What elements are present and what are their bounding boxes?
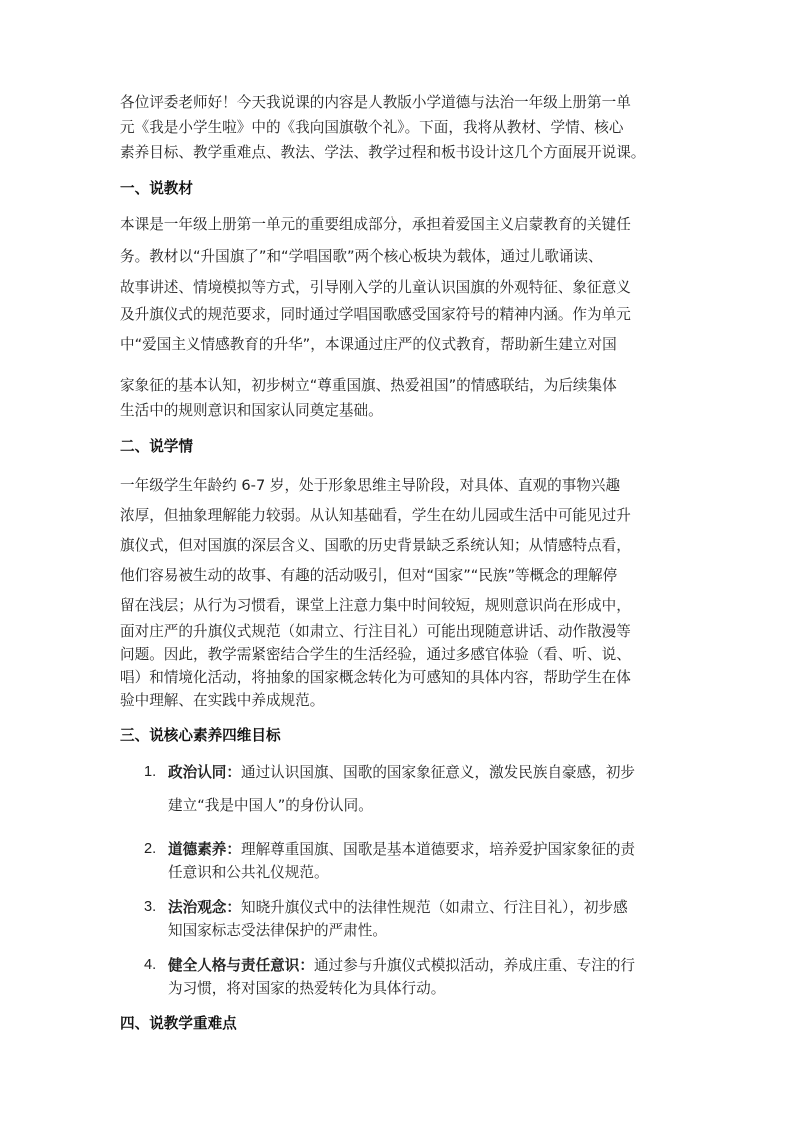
section-1-line: 家象征的基本认知，初步树立“尊重国旗、热爱祖国”的情感联结，为后续集体 — [120, 377, 617, 394]
section-1-line: 故事讲述、情境模拟等方式，引导刚入学的儿童认识国旗的外观特征、象征意义 — [120, 279, 631, 296]
goal-item — [120, 896, 673, 942]
section-2-heading: 二、说学情 — [120, 438, 193, 455]
section-2-line: 留在浅层；从行为习惯看，课堂上注意力集中时间较短，规则意识尚在形成中， — [120, 597, 631, 614]
intro-line: 各位评委老师好！今天我说课的内容是人教版小学道德与法治一年级上册第一单 — [120, 94, 631, 111]
section-1-line: 本课是一年级上册第一单元的重要组成部分，承担着爱国主义启蒙教育的关键任 — [120, 216, 631, 233]
goal-text: 理解尊重国旗、国歌是基本道德要求，培养爱护国家象征的责 — [240, 841, 636, 858]
goals-list — [120, 756, 673, 1000]
goal-text: 建立“我是中国人”的身份认同。 — [168, 797, 373, 814]
section-2-line: 浓厚，但抽象理解能力较弱。从认知基础看，学生在幼儿园或生活中可能见过升 — [120, 507, 631, 524]
section-1-heading: 一、说教材 — [120, 180, 193, 197]
intro-paragraph — [120, 90, 673, 165]
section-1-line: 务。教材以“升国旗了”和“学唱国歌”两个核心板块为载体，通过儿歌诵读、 — [120, 248, 603, 265]
section-1-line: 及升旗仪式的规范要求，同时通过学唱国歌感受国家符号的精神内涵。作为单元 — [120, 306, 631, 323]
goal-number: 4. — [144, 957, 157, 973]
goal-text: 任意识和公共礼仪规范。 — [168, 864, 329, 881]
goal-item — [120, 838, 673, 884]
intro-line: 素养目标、教学重难点、教法、学法、教学过程和板书设计这几个方面展开说课。 — [120, 144, 646, 161]
document-page — [120, 90, 673, 1044]
goal-text: 知国家标志受法律保护的严肃性。 — [168, 922, 387, 939]
section-2-line: 他们容易被生动的故事、有趣的活动吸引，但对“国家”“民族”等概念的理解停 — [120, 567, 618, 584]
intro-line: 元《我是小学生啦》中的《我向国旗敬个礼》。下面，我将从教材、学情、核心 — [120, 119, 624, 136]
section-1-line: 中“爱国主义情感教育的升华”，本课通过庄严的仪式教育，帮助新生建立对国 — [120, 336, 617, 353]
section-2-line: 一年级学生年龄约 6-7 岁，处于形象思维主导阶段，对具体、直观的事物兴趣 — [120, 477, 621, 494]
section-2-line: 问题。因此，教学需紧密结合学生的生活经验，通过多感官体验（看、听、说、 — [120, 646, 631, 663]
section-4-heading: 四、说教学重难点 — [120, 1015, 237, 1032]
goal-text: 通过参与升旗仪式模拟活动，养成庄重、专注的行 — [313, 957, 636, 974]
goal-number: 1. — [144, 764, 157, 780]
section-2-line: 旗仪式，但对国旗的深层含义、国歌的历史背景缺乏系统认知；从情感特点看， — [120, 537, 631, 554]
goal-item — [120, 756, 673, 822]
section-3-heading: 三、说核心素养四维目标 — [120, 727, 281, 744]
section-2-line: 验中理解、在实践中养成规范。 — [120, 692, 325, 709]
goal-text: 通过认识国旗、国歌的国家象征意义，激发民族自豪感，初步 — [240, 764, 636, 781]
section-1-paragraph — [120, 209, 673, 423]
section-2-line: 唱）和情境化活动，将抽象的国家概念转化为可感知的具体内容，帮助学生在体 — [120, 669, 631, 686]
goal-item — [120, 954, 673, 1000]
goal-term: 政治认同： — [168, 764, 241, 781]
goal-number: 3. — [144, 899, 157, 915]
section-1-line: 生活中的规则意识和国家认同奠定基础。 — [120, 402, 383, 419]
section-2-line: 面对庄严的升旗仪式规范（如肃立、行注目礼）可能出现随意讲话、动作散漫等 — [120, 623, 631, 640]
goal-text: 知晓升旗仪式中的法律性规范（如肃立、行注目礼），初步感 — [240, 899, 628, 916]
goal-number: 2. — [144, 841, 157, 857]
goal-term: 健全人格与责任意识： — [168, 957, 314, 974]
goal-term: 法治观念： — [168, 899, 241, 916]
goal-text: 为习惯，将对国家的热爱转化为具体行动。 — [168, 980, 446, 997]
goal-term: 道德素养： — [168, 841, 241, 858]
section-2-paragraph — [120, 471, 673, 712]
